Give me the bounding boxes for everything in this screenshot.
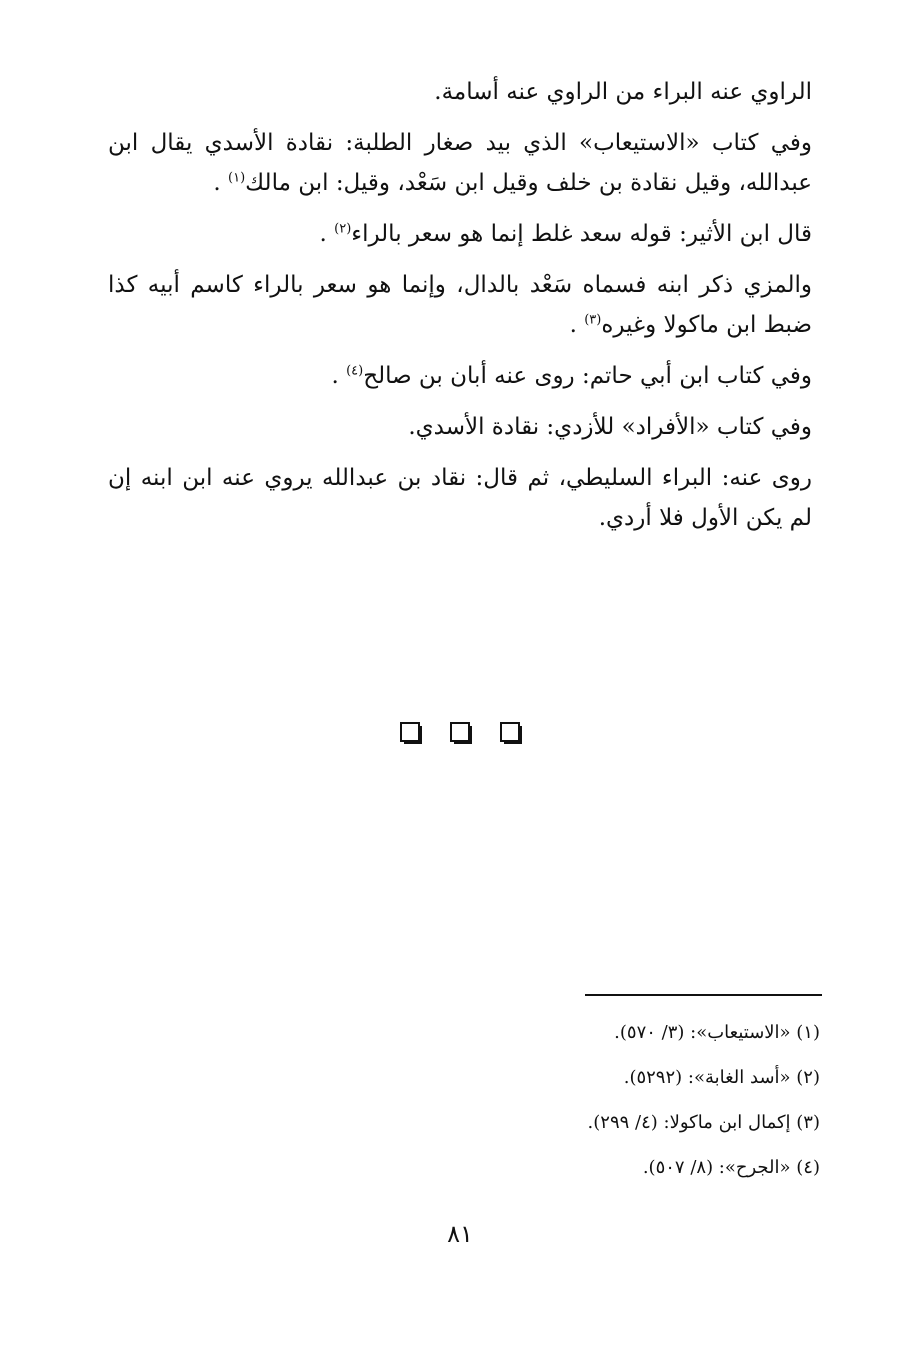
paragraph-2: وفي كتاب «الاستيعاب» الذي بيد صغار الطلبة: نقادة الأسدي يقال ابن عبدالله، وقيل نقادة بن خلف وقيل ابن سَعْد، وقيل: ابن مالك$^{(١)}$ . bbox=[108, 130, 812, 196]
square-ornament-icon bbox=[400, 722, 420, 742]
footnote-1: (١) «الاستيعاب»: (٣/ ٥٧٠). bbox=[614, 1022, 820, 1043]
footnote-3: (٣) إكمال ابن ماكولا: (٤/ ٢٩٩). bbox=[587, 1112, 820, 1133]
square-ornament-icon bbox=[450, 722, 470, 742]
paragraph-4: والمزي ذكر ابنه فسماه سَعْد بالدال، وإنما هو سعر بالراء كاسم أبيه كذا ضبط ابن ماكولا وغيره$^{(٣)}$ . bbox=[108, 272, 812, 338]
footnote-ref-2: (٢) bbox=[334, 221, 352, 237]
page-number: ٨١ bbox=[447, 1220, 473, 1248]
paragraph-7: روى عنه: البراء السليطي، ثم قال: نقاد بن عبدالله يروي عنه ابن ابنه إن لم يكن الأول فلا أردي. bbox=[108, 465, 812, 531]
paragraph-1: الراوي عنه البراء من الراوي عنه أسامة. bbox=[434, 79, 812, 105]
footnote-ref-4: (٤) bbox=[346, 363, 364, 379]
paragraph-6: وفي كتاب «الأفراد» للأزدي: نقادة الأسدي. bbox=[408, 414, 812, 440]
footnote-4: (٤) «الجرح»: (٨/ ٥٠٧). bbox=[642, 1157, 820, 1178]
section-divider-ornaments bbox=[0, 722, 920, 752]
footnote-separator bbox=[585, 994, 822, 996]
footnote-ref-3: (٣) bbox=[584, 312, 602, 328]
square-ornament-icon bbox=[500, 722, 520, 742]
footnote-ref-1: (١) bbox=[228, 170, 246, 186]
footnotes bbox=[400, 1010, 820, 1190]
paragraph-3: قال ابن الأثير: قوله سعد غلط إنما هو سعر بالراء$^{(٢)}$ . bbox=[319, 221, 812, 247]
main-text bbox=[108, 72, 812, 549]
paragraph-5: وفي كتاب ابن أبي حاتم: روى عنه أبان بن صالح$^{(٤)}$ . bbox=[331, 363, 812, 389]
footnote-2: (٢) «أسد الغابة»: (٥٢٩٢). bbox=[623, 1067, 820, 1088]
